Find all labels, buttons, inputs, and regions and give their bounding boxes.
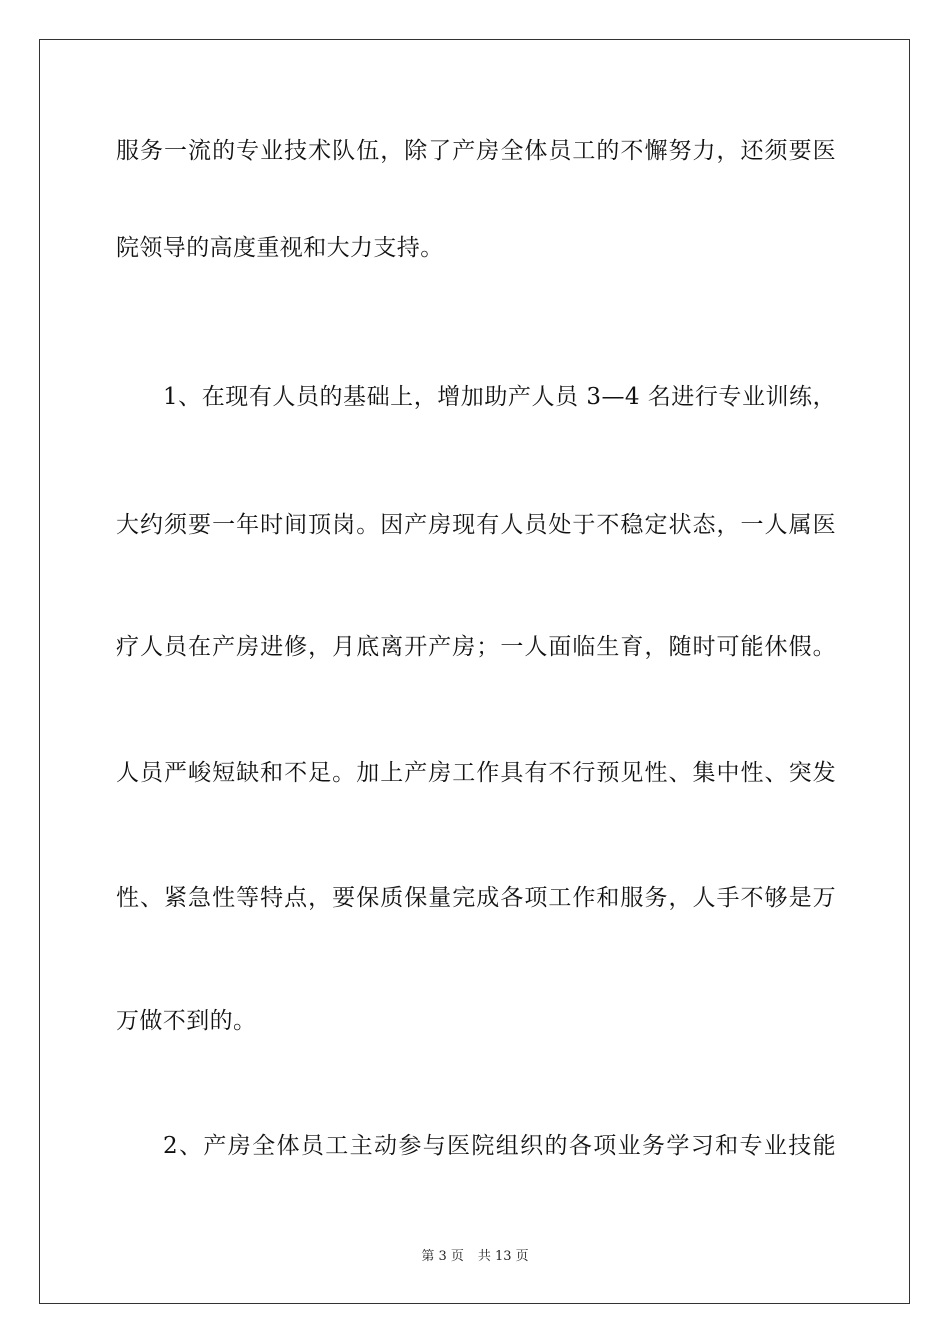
page-footer [0,1248,950,1266]
body-text-line: 万做不到的。 [116,1008,257,1034]
paragraph-2-first-line: 2、产房全体员工主动参与医院组织的各项业务学习和专业技能 [163,1133,836,1159]
total-pages: 共 13 页 [477,1249,529,1264]
page-border [39,39,910,1304]
body-text-line: 疗人员在产房进修，月底离开产房；一人面临生育，随时可能休假。 [116,634,836,660]
body-text-line: 大约须要一年时间顶岗。因产房现有人员处于不稳定状态，一人属医 [116,512,836,538]
body-text-line: 人员严峻短缺和不足。加上产房工作具有不行预见性、集中性、突发 [116,760,836,786]
page-number: 第 3 页 [421,1249,464,1264]
body-text-line: 性、紧急性等特点，要保质保量完成各项工作和服务，人手不够是万 [116,885,836,911]
paragraph-1-first-line: 1、在现有人员的基础上，增加助产人员 3—4 名进行专业训练， [163,384,836,410]
body-text-line: 服务一流的专业技术队伍，除了产房全体员工的不懈努力，还须要医 [116,138,836,164]
body-text-line: 院领导的高度重视和大力支持。 [116,235,444,261]
